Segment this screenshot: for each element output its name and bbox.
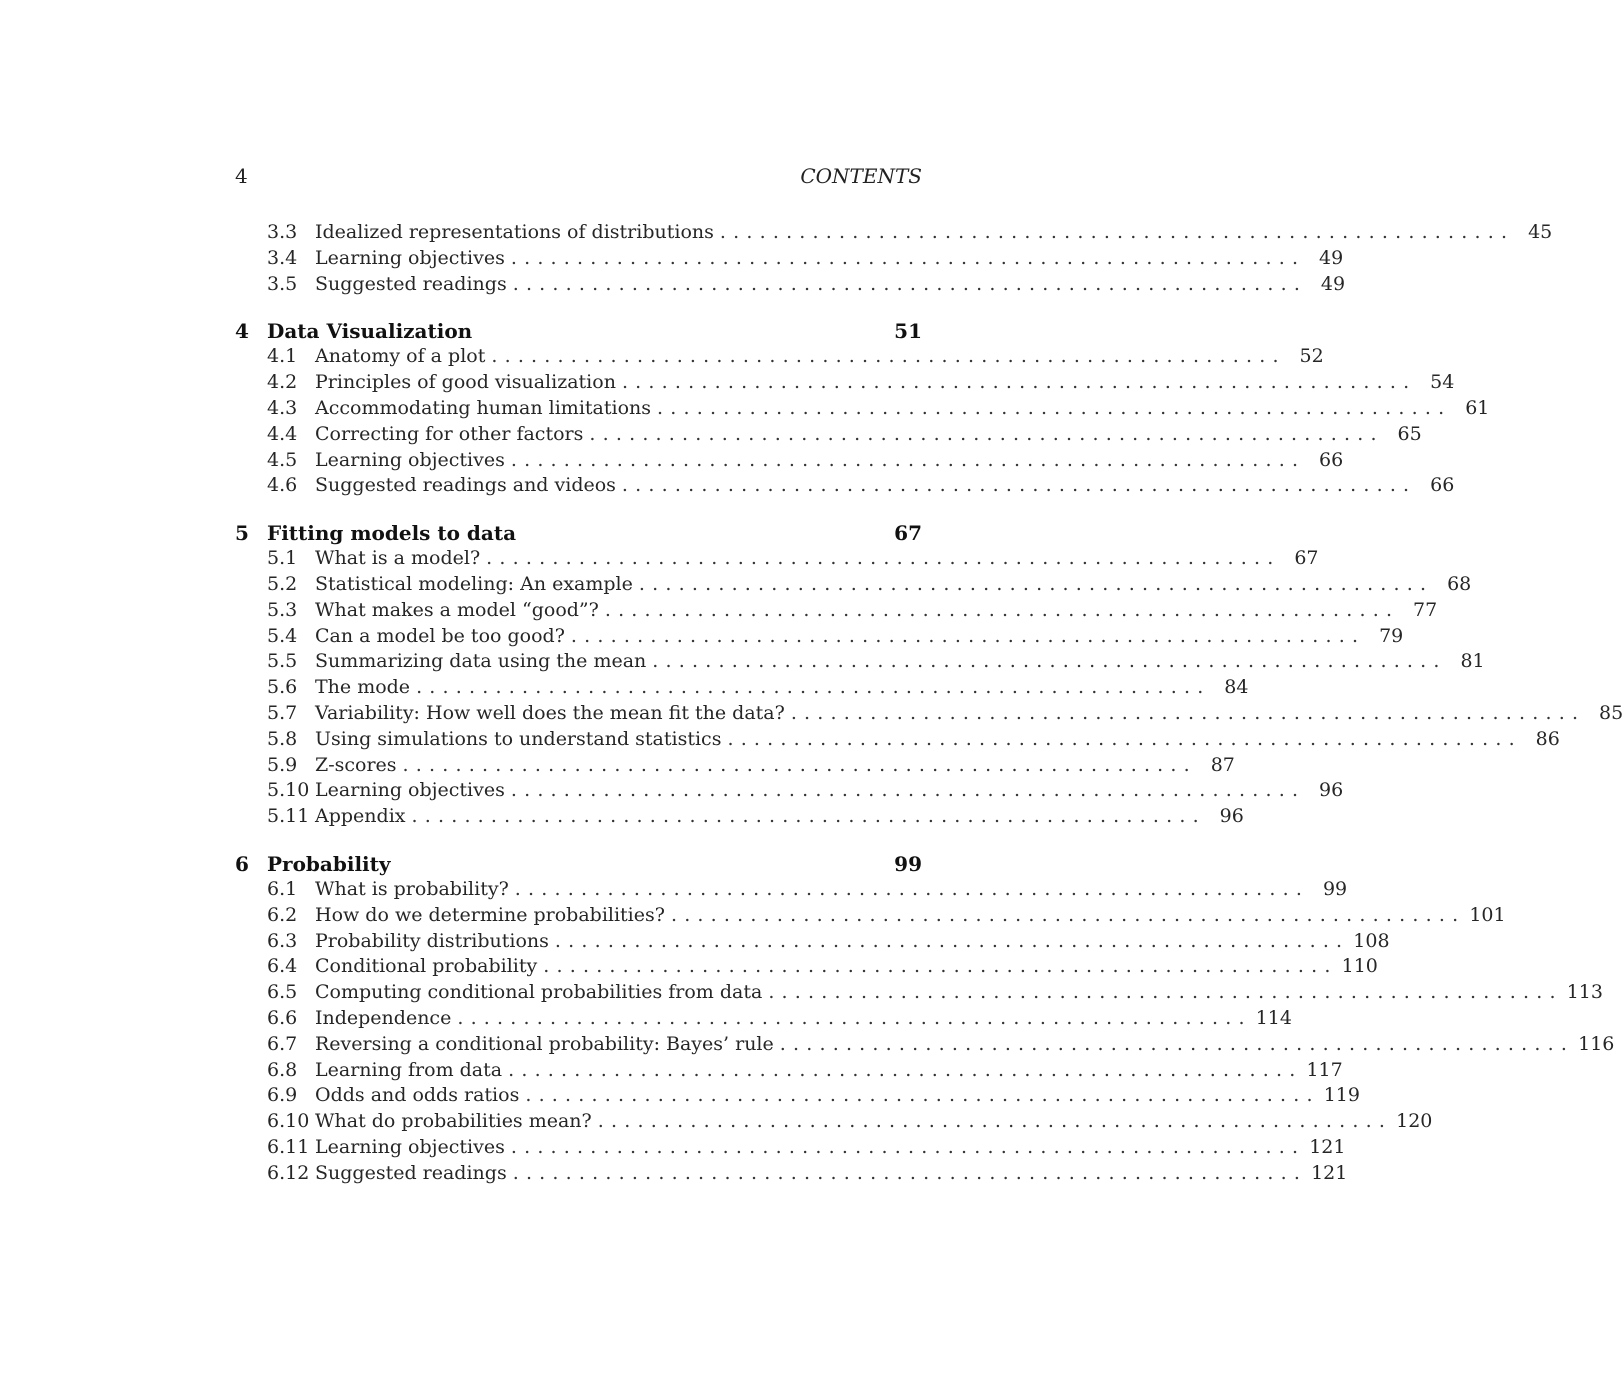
section-page: 61 [1465,396,1490,419]
section-page: 116 [1578,1032,1615,1055]
toc-section-entry[interactable] [235,1032,1615,1058]
chapter-number: 4 [235,319,249,344]
dot-leader: ............................................................ [790,701,1586,724]
dot-leader: ............................................................ [514,877,1310,900]
section-title: What is probability? [315,877,509,900]
section-number: 6.6 [267,1006,298,1029]
toc-section-entry[interactable] [235,753,1235,779]
section-number: 3.4 [267,246,298,269]
section-number: 6.3 [267,929,298,952]
section-page: 96 [1319,779,1344,802]
toc-section-entry[interactable] [235,624,1404,650]
section-page: 45 [1528,221,1553,243]
section-page: 99 [1322,877,1348,900]
section-title: Suggested readings [315,272,507,295]
section-title: Computing conditional probabilities from data [315,981,763,1004]
section-number: 5.8 [267,727,298,750]
section-title: What do probabilities mean? [315,1110,592,1133]
toc-section-entry[interactable] [235,903,1506,929]
section-title: Appendix [315,805,406,828]
section-title: Accommodating human limitations [315,396,651,419]
toc-section-entry[interactable] [235,954,1378,980]
dot-leader: ............................................................ [670,903,1466,926]
section-title: Summarizing data using the mean [315,650,647,673]
section-title: Using simulations to understand statistics [315,727,722,750]
section-number: 4.3 [267,396,298,419]
dot-leader: ............................................................ [512,1161,1308,1184]
dot-leader: ............................................................ [525,1084,1320,1107]
section-page: 54 [1430,371,1455,394]
toc-section-entry[interactable] [235,422,1422,448]
section-page: 117 [1306,1058,1343,1081]
section-page: 52 [1299,345,1324,368]
table-of-contents [235,220,1623,1187]
section-number: 3.3 [267,221,298,243]
section-number: 5.5 [267,650,298,673]
section-title: Suggested readings [315,1161,507,1184]
section-page: 66 [1430,474,1455,497]
page-number: 4 [235,164,248,188]
dot-leader: ............................................................ [510,779,1306,802]
dot-leader: ............................................................ [543,955,1338,978]
section-page: 49 [1319,246,1344,269]
section-number: 6.11 [267,1135,310,1158]
toc-section-entry[interactable] [235,778,1344,804]
toc-section-entry[interactable] [235,546,1319,572]
section-page: 120 [1396,1110,1433,1133]
section-title: The mode [315,676,411,699]
dot-leader: ............................................................ [510,246,1306,269]
dot-leader: ............................................................ [512,272,1308,295]
section-page: 77 [1413,598,1438,621]
section-number: 6.10 [267,1110,310,1133]
dot-leader: ............................................................ [657,396,1452,419]
toc-chapter [235,220,1553,297]
section-title: Conditional probability [315,955,538,978]
dot-leader: ............................................................ [510,1135,1306,1158]
dot-leader: ............................................................ [652,650,1447,673]
section-number: 3.5 [267,272,298,295]
chapter-page: 67 [894,521,922,546]
section-page: 110 [1341,955,1378,978]
section-title: Correcting for other factors [315,422,584,445]
toc-chapter-heading[interactable] [235,851,922,877]
dot-leader: ............................................................ [589,422,1384,445]
section-page: 85 [1599,701,1623,724]
toc-section-entry[interactable] [235,804,1244,830]
section-title: Reversing a conditional probability: Bayes’ rule [315,1032,774,1055]
toc-section-entry[interactable] [235,473,1455,499]
toc-section-entry[interactable] [235,220,1553,246]
toc-chapter [235,318,1490,499]
dot-leader: ............................................................ [402,753,1197,776]
section-title: What makes a model “good”? [315,598,599,621]
dot-leader: ............................................................ [597,1110,1393,1133]
section-number: 5.2 [267,572,298,595]
section-number: 5.11 [267,805,310,828]
section-title: Learning objectives [315,448,505,471]
section-title: Learning objectives [315,246,505,269]
section-page: 66 [1319,448,1344,471]
toc-chapter [235,851,1615,1187]
dot-leader: ............................................................ [727,727,1522,750]
section-title: Independence [315,1006,452,1029]
section-title: Idealized representations of distributions [315,221,714,243]
section-page: 87 [1210,753,1235,776]
section-number: 6.12 [267,1161,310,1184]
dot-leader: ............................................................ [491,345,1286,368]
dot-leader: ............................................................ [457,1006,1252,1029]
toc-section-entry[interactable] [235,1083,1360,1109]
section-title: Learning objectives [315,1135,505,1158]
section-page: 114 [1255,1006,1292,1029]
section-number: 5.7 [267,701,298,724]
section-number: 5.1 [267,547,298,570]
toc-section-entry[interactable] [235,572,1472,598]
toc-section-entry[interactable] [235,1161,1348,1187]
toc-chapter [235,520,1623,830]
toc-section-entry[interactable] [235,675,1249,701]
section-title: Variability: How well does the mean fit the data? [315,701,785,724]
toc-section-entry[interactable] [235,929,1390,955]
section-number: 6.4 [267,955,298,978]
section-number: 5.3 [267,598,298,621]
toc-section-entry[interactable] [235,980,1603,1006]
section-page: 49 [1320,272,1346,295]
chapter-page: 51 [894,319,922,344]
section-page: 68 [1447,572,1472,595]
toc-section-entry[interactable] [235,344,1324,370]
chapter-number: 5 [235,521,249,546]
section-title: Anatomy of a plot [315,345,486,368]
dot-leader: ............................................................ [768,981,1563,1004]
section-number: 4.6 [267,474,298,497]
toc-section-entry[interactable] [235,701,1623,727]
toc-section-entry[interactable] [235,370,1455,396]
dot-leader: ............................................................ [604,598,1400,621]
toc-section-entry[interactable] [235,1058,1343,1084]
section-number: 4.5 [267,448,298,471]
toc-section-entry[interactable] [235,649,1485,675]
dot-leader: ............................................................ [486,547,1281,570]
running-title: CONTENTS [800,164,922,188]
section-title: Suggested readings and videos [315,474,616,497]
section-title: Learning objectives [315,779,505,802]
section-number: 6.9 [267,1084,298,1107]
section-page: 81 [1460,650,1485,673]
section-number: 6.7 [267,1032,298,1055]
toc-section-entry[interactable] [235,1135,1346,1161]
section-title: What is a model? [315,547,481,570]
section-page: 86 [1535,727,1560,750]
toc-section-entry[interactable] [235,448,1344,474]
section-page: 108 [1353,929,1390,952]
section-page: 65 [1397,422,1422,445]
section-number: 6.2 [267,903,298,926]
section-page: 121 [1311,1161,1348,1184]
dot-leader: ............................................................ [570,624,1366,647]
section-page: 67 [1294,547,1319,570]
dot-leader: ............................................................ [508,1058,1303,1081]
section-page: 84 [1224,676,1249,699]
toc-section-entry[interactable] [235,598,1438,624]
section-number: 5.6 [267,676,298,699]
section-title: Learning from data [315,1058,503,1081]
section-page: 79 [1379,624,1404,647]
chapter-title: Data Visualization [267,319,473,344]
toc-section-entry[interactable] [235,1109,1433,1135]
dot-leader: ............................................................ [510,448,1306,471]
section-number: 5.10 [267,779,310,802]
section-title: Can a model be too good? [315,624,565,647]
section-page: 96 [1219,805,1244,828]
section-number: 5.4 [267,624,298,647]
section-page: 113 [1566,981,1603,1004]
dot-leader: ............................................................ [621,474,1417,497]
section-number: 6.5 [267,981,298,1004]
section-page: 119 [1323,1084,1360,1107]
section-number: 6.8 [267,1058,298,1081]
section-title: Principles of good visualization [315,371,616,394]
toc-section-entry[interactable] [235,272,1346,298]
dot-leader: ............................................................ [411,805,1206,828]
dot-leader: ............................................................ [416,676,1211,699]
chapter-title: Fitting models to data [267,521,517,546]
section-title: Odds and odds ratios [315,1084,520,1107]
chapter-page: 99 [894,851,922,876]
section-number: 4.4 [267,422,298,445]
section-page: 101 [1469,903,1506,926]
toc-section-entry[interactable] [235,396,1490,422]
section-number: 4.1 [267,345,298,368]
toc-section-entry[interactable] [235,1006,1292,1032]
dot-leader: ............................................................ [779,1032,1575,1055]
section-number: 5.9 [267,753,298,776]
dot-leader: ............................................................ [719,221,1515,243]
section-title: Probability distributions [315,929,549,952]
toc-section-entry[interactable] [235,246,1344,272]
section-title: How do we determine probabilities? [315,903,665,926]
chapter-number: 6 [235,851,249,876]
dot-leader: ............................................................ [621,371,1417,394]
dot-leader: ............................................................ [638,572,1434,595]
toc-chapter-heading[interactable] [235,318,922,344]
toc-chapter-heading[interactable] [235,520,922,546]
section-number: 4.2 [267,371,298,394]
toc-section-entry[interactable] [235,727,1560,753]
chapter-title: Probability [267,851,391,876]
section-title: Statistical modeling: An example [315,572,633,595]
section-title: Z-scores [315,753,397,776]
toc-section-entry[interactable] [235,877,1348,903]
section-page: 121 [1309,1135,1346,1158]
dot-leader: ............................................................ [554,929,1350,952]
section-number: 6.1 [267,877,298,900]
